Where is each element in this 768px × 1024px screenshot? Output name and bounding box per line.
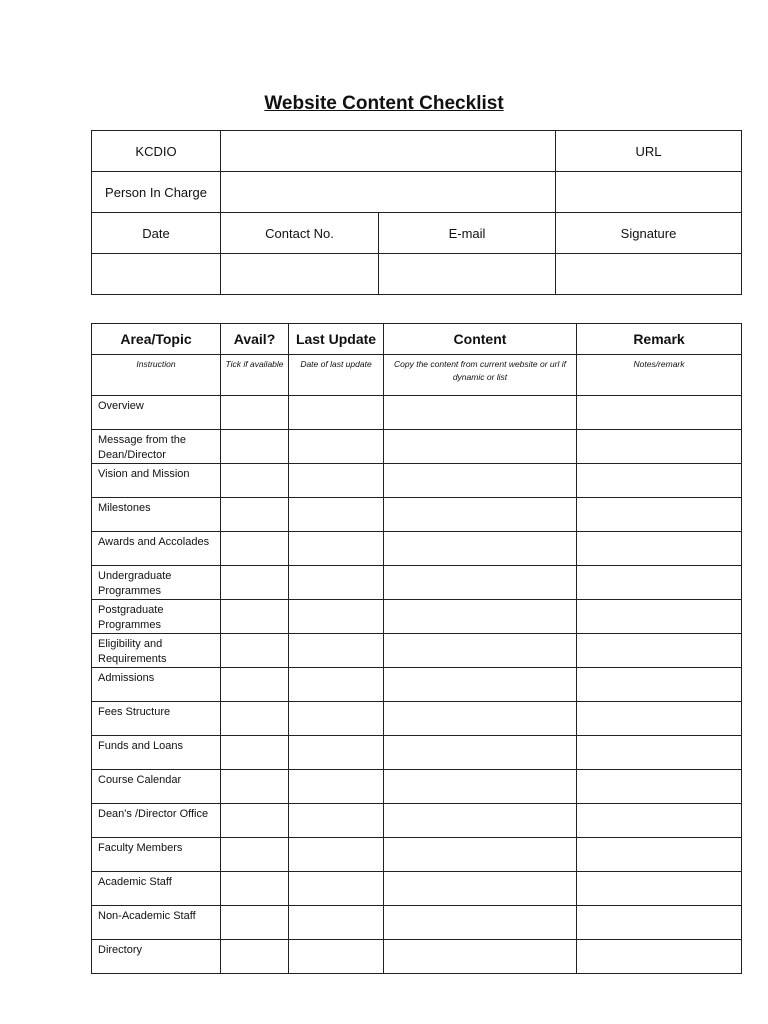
person-in-charge-label: Person In Charge xyxy=(92,172,221,213)
content-cell[interactable] xyxy=(384,498,577,532)
table-row xyxy=(92,532,742,566)
contact-label: Contact No. xyxy=(221,213,379,254)
content-cell[interactable] xyxy=(384,906,577,940)
signature-field[interactable] xyxy=(556,254,742,295)
content-cell[interactable] xyxy=(384,804,577,838)
remark-cell[interactable] xyxy=(577,804,742,838)
topic-label: Eligibility and Requirements xyxy=(92,634,221,668)
table-row xyxy=(92,634,742,668)
topic-label: Vision and Mission xyxy=(92,464,221,498)
topic-label: Faculty Members xyxy=(92,838,221,872)
content-cell[interactable] xyxy=(384,566,577,600)
remark-cell[interactable] xyxy=(577,464,742,498)
last-update-cell[interactable] xyxy=(289,736,384,770)
instruction-area-topic: Instruction xyxy=(92,355,221,396)
last-update-cell[interactable] xyxy=(289,430,384,464)
table-row xyxy=(92,430,742,464)
topic-label: Academic Staff xyxy=(92,872,221,906)
checklist-table xyxy=(91,323,742,974)
avail-cell[interactable] xyxy=(221,702,289,736)
remark-cell[interactable] xyxy=(577,532,742,566)
table-row xyxy=(92,600,742,634)
avail-cell[interactable] xyxy=(221,532,289,566)
remark-cell[interactable] xyxy=(577,498,742,532)
table-row xyxy=(92,770,742,804)
avail-cell[interactable] xyxy=(221,600,289,634)
remark-cell[interactable] xyxy=(577,872,742,906)
content-cell[interactable] xyxy=(384,872,577,906)
signature-label: Signature xyxy=(556,213,742,254)
last-update-cell[interactable] xyxy=(289,668,384,702)
topic-label: Undergraduate Programmes xyxy=(92,566,221,600)
page-title: Website Content Checklist xyxy=(264,93,504,114)
remark-cell[interactable] xyxy=(577,940,742,974)
avail-cell[interactable] xyxy=(221,906,289,940)
column-header-avail: Avail? xyxy=(221,324,289,355)
table-row xyxy=(92,804,742,838)
topic-label: Message from the Dean/Director xyxy=(92,430,221,464)
table-row xyxy=(92,838,742,872)
table-row xyxy=(92,566,742,600)
table-row xyxy=(92,396,742,430)
last-update-cell[interactable] xyxy=(289,532,384,566)
avail-cell[interactable] xyxy=(221,634,289,668)
kcdio-field[interactable] xyxy=(221,131,556,172)
avail-cell[interactable] xyxy=(221,940,289,974)
date-field[interactable] xyxy=(92,254,221,295)
remark-cell[interactable] xyxy=(577,396,742,430)
avail-cell[interactable] xyxy=(221,872,289,906)
last-update-cell[interactable] xyxy=(289,634,384,668)
table-row xyxy=(92,668,742,702)
avail-cell[interactable] xyxy=(221,464,289,498)
content-cell[interactable] xyxy=(384,634,577,668)
last-update-cell[interactable] xyxy=(289,906,384,940)
avail-cell[interactable] xyxy=(221,396,289,430)
instruction-last-update: Date of last update xyxy=(289,355,384,396)
contact-field[interactable] xyxy=(221,254,379,295)
avail-cell[interactable] xyxy=(221,770,289,804)
topic-label: Non-Academic Staff xyxy=(92,906,221,940)
avail-cell[interactable] xyxy=(221,668,289,702)
topic-label: Admissions xyxy=(92,668,221,702)
avail-cell[interactable] xyxy=(221,566,289,600)
content-cell[interactable] xyxy=(384,770,577,804)
column-header-area-topic: Area/Topic xyxy=(92,324,221,355)
column-header-remark: Remark xyxy=(577,324,742,355)
remark-cell[interactable] xyxy=(577,770,742,804)
last-update-cell[interactable] xyxy=(289,804,384,838)
avail-cell[interactable] xyxy=(221,838,289,872)
email-field[interactable] xyxy=(379,254,556,295)
table-row xyxy=(92,940,742,974)
last-update-cell[interactable] xyxy=(289,600,384,634)
content-cell[interactable] xyxy=(384,702,577,736)
header-info-table xyxy=(91,130,742,295)
table-row xyxy=(92,498,742,532)
topic-label: Overview xyxy=(92,396,221,430)
remark-cell[interactable] xyxy=(577,668,742,702)
remark-cell[interactable] xyxy=(577,838,742,872)
table-row xyxy=(92,872,742,906)
topic-label: Directory xyxy=(92,940,221,974)
content-cell[interactable] xyxy=(384,668,577,702)
topic-label: Milestones xyxy=(92,498,221,532)
column-header-content: Content xyxy=(384,324,577,355)
avail-cell[interactable] xyxy=(221,498,289,532)
remark-cell[interactable] xyxy=(577,566,742,600)
remark-cell[interactable] xyxy=(577,430,742,464)
topic-label: Course Calendar xyxy=(92,770,221,804)
kcdio-label: KCDIO xyxy=(92,131,221,172)
topic-label: Awards and Accolades xyxy=(92,532,221,566)
content-cell[interactable] xyxy=(384,940,577,974)
last-update-cell[interactable] xyxy=(289,566,384,600)
last-update-cell[interactable] xyxy=(289,396,384,430)
last-update-cell[interactable] xyxy=(289,872,384,906)
avail-cell[interactable] xyxy=(221,804,289,838)
content-cell[interactable] xyxy=(384,532,577,566)
last-update-cell[interactable] xyxy=(289,498,384,532)
content-cell[interactable] xyxy=(384,430,577,464)
topic-rows xyxy=(92,396,742,974)
topic-label: Funds and Loans xyxy=(92,736,221,770)
remark-cell[interactable] xyxy=(577,906,742,940)
remark-cell[interactable] xyxy=(577,634,742,668)
remark-cell[interactable] xyxy=(577,600,742,634)
last-update-cell[interactable] xyxy=(289,770,384,804)
content-cell[interactable] xyxy=(384,464,577,498)
table-row xyxy=(92,464,742,498)
avail-cell[interactable] xyxy=(221,430,289,464)
table-row xyxy=(92,736,742,770)
last-update-cell[interactable] xyxy=(289,464,384,498)
instruction-avail: Tick if available xyxy=(221,355,289,396)
last-update-cell[interactable] xyxy=(289,838,384,872)
table-row xyxy=(92,906,742,940)
instruction-remark: Notes/remark xyxy=(577,355,742,396)
instruction-content: Copy the content from current website or url if dynamic or list xyxy=(384,355,577,396)
topic-label: Fees Structure xyxy=(92,702,221,736)
content-cell[interactable] xyxy=(384,838,577,872)
remark-cell[interactable] xyxy=(577,736,742,770)
remark-cell[interactable] xyxy=(577,702,742,736)
column-header-last-update: Last Update xyxy=(289,324,384,355)
person-in-charge-field[interactable] xyxy=(221,172,556,213)
content-cell[interactable] xyxy=(384,736,577,770)
last-update-cell[interactable] xyxy=(289,702,384,736)
date-label: Date xyxy=(92,213,221,254)
last-update-cell[interactable] xyxy=(289,940,384,974)
checklist-header-row xyxy=(92,324,742,355)
content-cell[interactable] xyxy=(384,600,577,634)
table-row xyxy=(92,702,742,736)
avail-cell[interactable] xyxy=(221,736,289,770)
url-label: URL xyxy=(556,131,742,172)
content-cell[interactable] xyxy=(384,396,577,430)
topic-label: Postgraduate Programmes xyxy=(92,600,221,634)
instruction-row xyxy=(92,355,742,396)
topic-label: Dean's /Director Office xyxy=(92,804,221,838)
email-label: E-mail xyxy=(379,213,556,254)
url-field[interactable] xyxy=(556,172,742,213)
